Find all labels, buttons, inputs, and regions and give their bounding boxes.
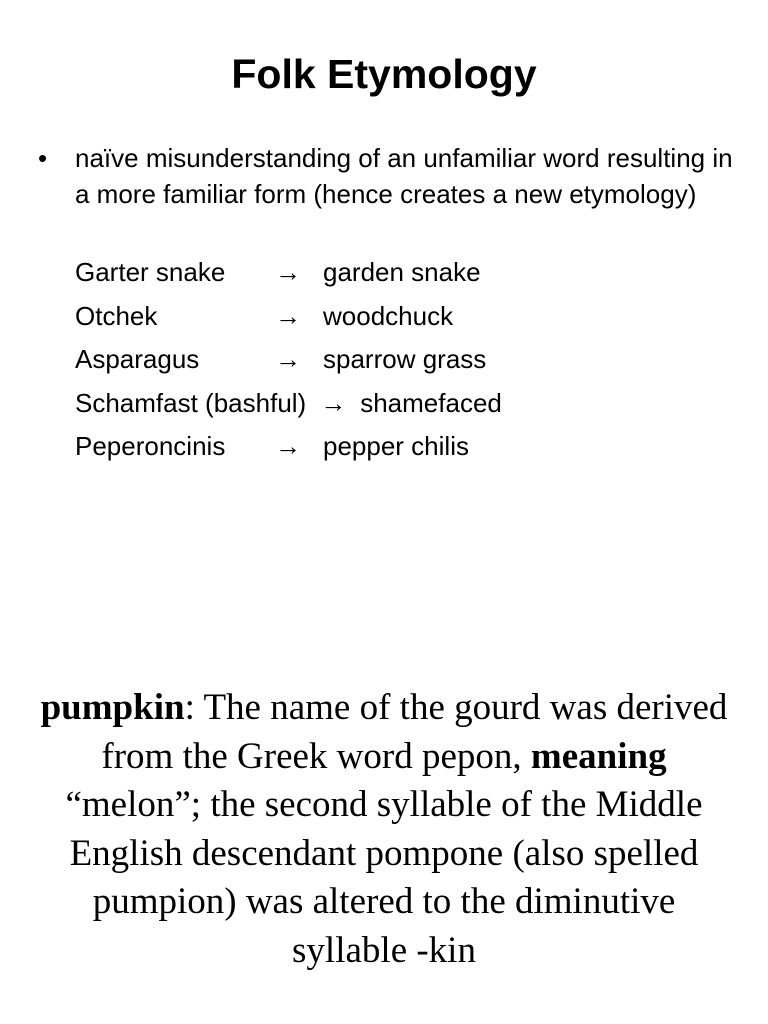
- arrow-icon: →: [320, 387, 347, 418]
- note-emphasis: meaning: [530, 735, 667, 777]
- example-source: Asparagus: [75, 344, 200, 374]
- example-row-otchek: [75, 298, 502, 342]
- note-text-part1: The name of the gourd was derived from the Greek word pepon,: [101, 687, 728, 777]
- arrow-icon: →: [275, 344, 301, 374]
- example-target: shamefaced: [360, 387, 502, 418]
- bullet-row: [38, 140, 738, 212]
- example-target: pepper chilis: [323, 431, 469, 461]
- examples-list: [75, 254, 502, 472]
- arrow-icon: →: [275, 300, 301, 331]
- example-row-garter-snake: [75, 254, 502, 298]
- note-colon: :: [184, 687, 195, 728]
- example-source: Otchek: [75, 300, 158, 331]
- note-term: pumpkin: [40, 687, 185, 728]
- example-source: Garter snake: [75, 257, 226, 287]
- pumpkin-etymology-note: [40, 684, 728, 975]
- note-text-part2: “melon”; the second syllable of the Middle English descendant pompone (also spelled pumpion) was altered to the diminutive syllable -kin: [65, 784, 703, 971]
- example-row-schamfast: [75, 385, 502, 429]
- example-source: Schamfast (bashful): [75, 387, 307, 418]
- slide-title: Folk Etymology: [231, 51, 537, 97]
- example-row-asparagus: [75, 341, 502, 385]
- example-row-peperoncinis: [75, 428, 502, 472]
- example-source: Peperoncinis: [75, 431, 226, 461]
- example-target: sparrow grass: [323, 344, 487, 374]
- arrow-icon: →: [275, 257, 301, 287]
- definition-bullet: [38, 140, 738, 212]
- example-target: woodchuck: [323, 300, 454, 331]
- bullet-text: naïve misunderstanding of an unfamiliar word resulting in a more familiar form (hence creates a new etymology): [75, 143, 733, 209]
- example-target: garden snake: [323, 257, 481, 287]
- arrow-icon: →: [275, 431, 301, 461]
- bullet-marker: •: [38, 143, 48, 173]
